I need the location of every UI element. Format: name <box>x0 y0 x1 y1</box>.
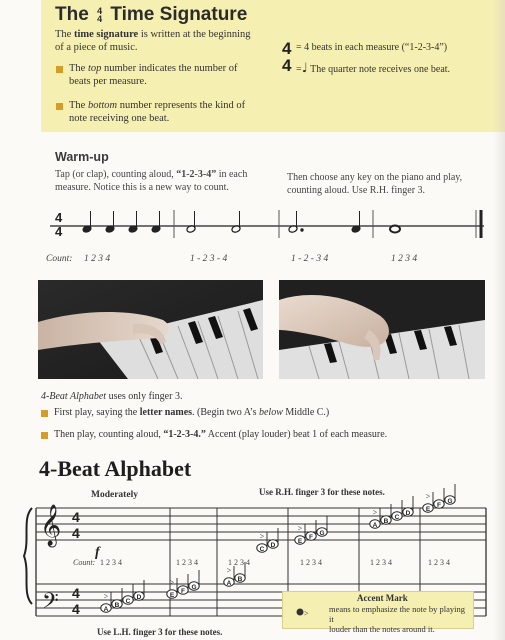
note-letter: B <box>114 601 120 609</box>
lettered-note <box>445 484 455 505</box>
ts-denominator: 4 <box>55 224 63 239</box>
accent-mark: > <box>259 532 265 541</box>
treble-clef-icon: 𝄞 <box>40 505 62 546</box>
lettered-note <box>370 508 380 529</box>
page-edge-shadow <box>493 0 505 640</box>
tempo-marking: Moderately <box>91 490 138 500</box>
ts-numerator: 4 <box>55 210 63 225</box>
note-letter: C <box>125 597 131 605</box>
brace <box>24 508 32 604</box>
accent-mark: > <box>372 508 378 517</box>
quarter-note-text: =♩ The quarter note receives one beat. <box>296 61 451 76</box>
accent-mark: > <box>103 592 109 601</box>
note-letter: E <box>425 505 431 513</box>
warmup-left-text: Tap (or clap), counting aloud, “1-2-3-4” in each measure. Notice this is a new way to count. <box>55 169 248 193</box>
lettered-note <box>381 504 391 525</box>
quarter-note-icon: ♩ <box>301 61 308 76</box>
accent-mark-description: means to emphasize the note by playing it louder than the notes around it. <box>329 604 465 634</box>
note-letter: G <box>191 583 197 591</box>
lettered-note <box>224 566 234 587</box>
step-1-text: First play, saying the letter names. (Begin two A’s below Middle C.) <box>54 407 330 418</box>
lettered-note <box>112 588 122 609</box>
accent-mark: > <box>226 566 232 575</box>
note-letter: D <box>136 593 142 601</box>
ts-top-number-text: The top number indicates the number of beats per measure. <box>69 63 238 87</box>
count-row <box>100 558 450 567</box>
step-2-text: Then play, counting aloud, “1-2-3-4.” Accent (play louder) beat 1 of each measure. <box>54 429 388 440</box>
note-letter: D <box>270 541 276 549</box>
lettered-note <box>392 500 402 521</box>
accent-mark: > <box>297 524 303 533</box>
count-text: 1 2 3 4 <box>428 558 450 567</box>
rh-instruction: Use R.H. finger 3 for these notes. <box>259 487 385 497</box>
lettered-note <box>434 488 444 509</box>
title-fraction: 4 4 <box>97 5 103 24</box>
note-letter: A <box>103 605 109 613</box>
time-signature-symbol: 4 4 <box>282 39 292 75</box>
lettered-note <box>123 584 133 605</box>
forte-dynamic: f <box>95 545 100 560</box>
lettered-note <box>306 520 316 541</box>
accent-mark: > <box>169 578 175 587</box>
bass-ts-den: 4 <box>72 601 80 617</box>
accent-mark-callout <box>282 591 474 634</box>
lettered-note <box>167 578 177 599</box>
lettered-note <box>257 532 267 553</box>
beat-alphabet-intro: 4-Beat Alphabet uses only finger 3. <box>41 391 183 402</box>
count-text: 1 2 3 4 <box>176 558 198 567</box>
svg-text:>: > <box>304 609 309 618</box>
count-measure-4: 1 2 3 4 <box>391 254 418 264</box>
note-letter: C <box>394 513 400 521</box>
time-signature-title: The 4 4 Time Signature <box>55 4 248 25</box>
count-text: 1 2 3 4 <box>300 558 322 567</box>
note-letter: E <box>169 591 175 599</box>
treble-ts-num: 4 <box>72 509 80 525</box>
count-label: Count: <box>46 254 73 264</box>
lettered-note <box>134 580 144 601</box>
note-letter: F <box>437 501 441 509</box>
count-measure-1: 1 2 3 4 <box>84 254 111 264</box>
count-text: 1 2 3 4 <box>100 558 122 567</box>
count-measure-2: 1 - 2 3 - 4 <box>190 254 228 264</box>
accent-mark-icon <box>291 602 315 621</box>
treble-ts-den: 4 <box>72 525 80 541</box>
note-letter: F <box>181 587 185 595</box>
note-letter: F <box>309 533 313 541</box>
beats-per-measure-text: = 4 beats in each measure (“1-2-3-4”) <box>296 42 448 53</box>
note-letter: E <box>297 537 303 545</box>
note-letter: D <box>405 509 411 517</box>
lower-note-group <box>101 562 245 613</box>
note-letter: B <box>383 517 389 525</box>
count-text: 1 2 3 4 <box>370 558 392 567</box>
lettered-note <box>317 516 327 537</box>
section-title: 4-Beat Alphabet <box>39 456 192 481</box>
note-letter: A <box>226 579 232 587</box>
ts-intro-text: The time signature is written at the beginning of a piece of music. <box>55 29 251 53</box>
note-letter: A <box>372 521 378 529</box>
count-measure-3: 1 - 2 - 3 4 <box>291 254 329 264</box>
lettered-note <box>423 492 433 513</box>
lettered-note <box>189 570 199 591</box>
grand-count-label: Count: <box>73 558 96 567</box>
accent-mark-title: Accent Mark <box>357 593 408 603</box>
note-letter: G <box>319 529 325 537</box>
note-letter: B <box>237 575 243 583</box>
note-letter: G <box>447 497 453 505</box>
upper-note-group <box>257 484 455 553</box>
count-text: 1 2 3 4 <box>228 558 250 567</box>
accent-mark: > <box>425 492 431 501</box>
lettered-note <box>403 496 413 517</box>
bass-ts-num: 4 <box>72 585 80 601</box>
lettered-note <box>101 592 111 613</box>
bass-clef-icon: 𝄢 <box>42 589 59 619</box>
lettered-note <box>295 524 305 545</box>
lh-instruction: Use L.H. finger 3 for these notes. <box>97 627 223 637</box>
ts-bottom-number-text: The bottom number represents the kind of note receiving one beat. <box>69 100 246 124</box>
warmup-right-text: Then choose any key on the piano and play, counting aloud. Use R.H. finger 3. <box>287 172 463 196</box>
warmup-title: Warm-up <box>55 150 109 164</box>
lettered-note <box>268 528 278 549</box>
note-letter: C <box>259 545 265 553</box>
